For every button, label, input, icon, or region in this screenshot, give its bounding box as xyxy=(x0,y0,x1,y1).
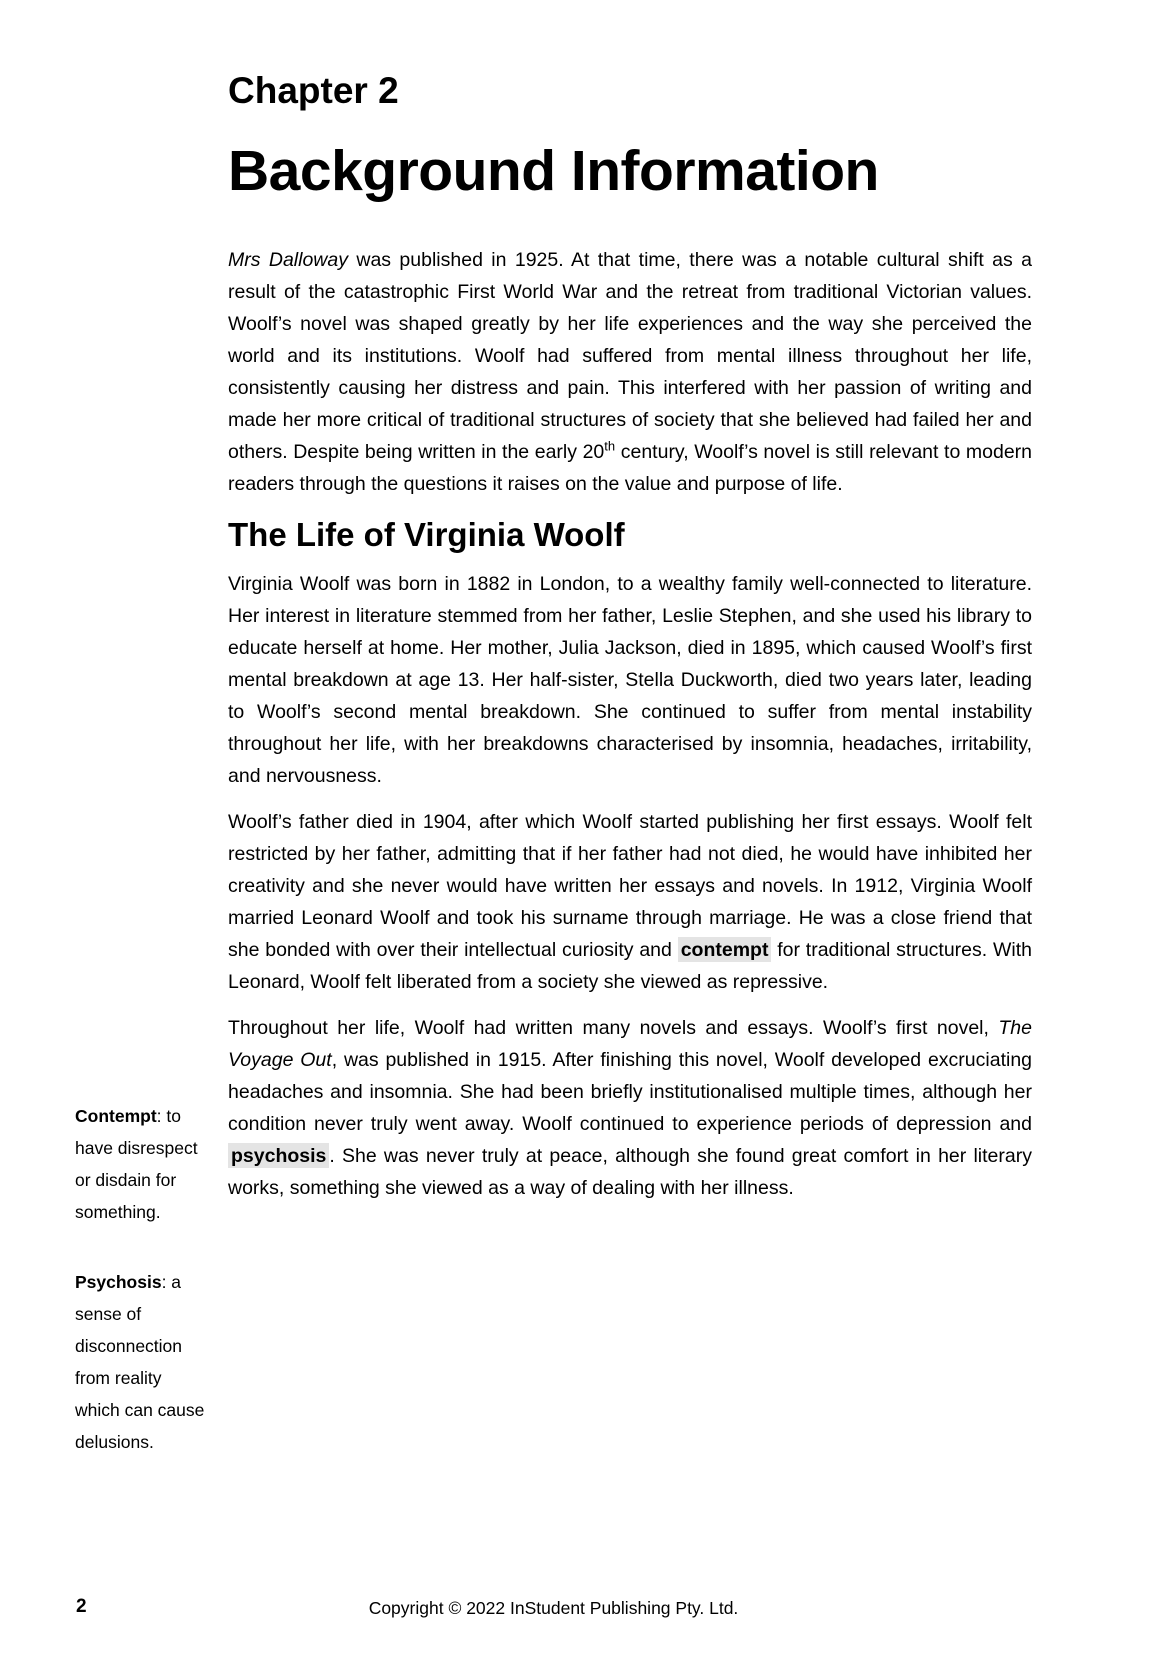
margin-note-term: Contempt xyxy=(75,1106,157,1126)
paragraph-text: , was published in 1915. After finishing this novel, Woolf developed excruciating headaches and insomnia. She had been briefly institutionalised multiple times, although her condition never truly went away. Woolf continued to experience periods of depression and xyxy=(228,1049,1033,1136)
book-title-italic: The Voyage Out xyxy=(228,1017,1032,1072)
page-number: 2 xyxy=(76,1596,87,1617)
paragraph-text: . She was never truly at peace, although she found great comfort in her literary works, something she viewed as a way of dealing with her illness. xyxy=(228,1145,1032,1200)
page-title: Background Information xyxy=(228,138,879,203)
copyright-text: Copyright © 2022 InStudent Publishing Pty. Ltd. xyxy=(368,1598,739,1618)
paragraph-text: for traditional structures. With Leonard, Woolf felt liberated from a society she viewed as repressive. xyxy=(228,939,1032,994)
ordinal-superscript: th xyxy=(604,438,616,454)
paragraph-text: was published in 1925. At that time, there was a notable cultural shift as a result of the catastrophic First World War and the retreat from traditional Victorian values. Woolf’s novel was shaped greatly by her life experiences and the way she perceived the world and its institutions. Woolf had suffered from mental illness throughout her life, consistently causing her distress and pain. This interfered with her passion of writing and made her more critical of traditional structures of society that she believed had failed her and others. Despite being written in the early 20 xyxy=(228,249,1032,464)
margin-note-psychosis xyxy=(75,1266,209,1458)
margin-note-contempt xyxy=(75,1100,209,1228)
main-text-column xyxy=(228,0,1032,1218)
section-heading: The Life of Virginia Woolf xyxy=(228,516,625,554)
paragraph-life-3 xyxy=(228,1012,1032,1204)
book-title-italic: Mrs Dalloway xyxy=(228,249,348,272)
margin-note-term: Psychosis xyxy=(75,1272,162,1292)
paragraph-text: Throughout her life, Woolf had written many novels and essays. Woolf’s first novel, xyxy=(228,1017,999,1040)
glossary-term-contempt: contempt xyxy=(678,937,772,962)
paragraph-life-1: Virginia Woolf was born in 1882 in London, to a wealthy family well-connected to literature. Her interest in literature stemmed from her father, Leslie Stephen, and she used his library to educate herself at home. Her mother, Julia Jackson, died in 1895, which caused Woolf’s first mental breakdown at age 13. Her half-sister, Stella Duckworth, died two years later, leading to Woolf’s second mental breakdown. She continued to suffer from mental instability throughout her life, with her breakdowns characterised by insomnia, headaches, irritability, and nervousness. xyxy=(228,573,1032,788)
chapter-label: Chapter 2 xyxy=(228,70,399,111)
paragraph-life-2 xyxy=(228,806,1032,998)
glossary-term-psychosis: psychosis xyxy=(228,1143,329,1168)
paragraph-text: Woolf’s father died in 1904, after which Woolf started publishing her first essays. Woolf felt restricted by her father, admitting that if her father had not died, he would have inhibited her creativity and she never would have written her essays and novels. In 1912, Virginia Woolf married Leonard Woolf and took his surname through marriage. He was a close friend that she bonded with over their intellectual curiosity and xyxy=(228,811,1032,962)
margin-note-definition: : a sense of disconnection from reality which can cause delusions. xyxy=(75,1272,205,1452)
margin-note-definition: : to have disrespect or disdain for something. xyxy=(75,1106,198,1222)
paragraph-text: century, Woolf’s novel is still relevant to modern readers through the questions it raises on the value and purpose of life. xyxy=(228,441,1033,496)
paragraph-intro xyxy=(228,244,1032,500)
